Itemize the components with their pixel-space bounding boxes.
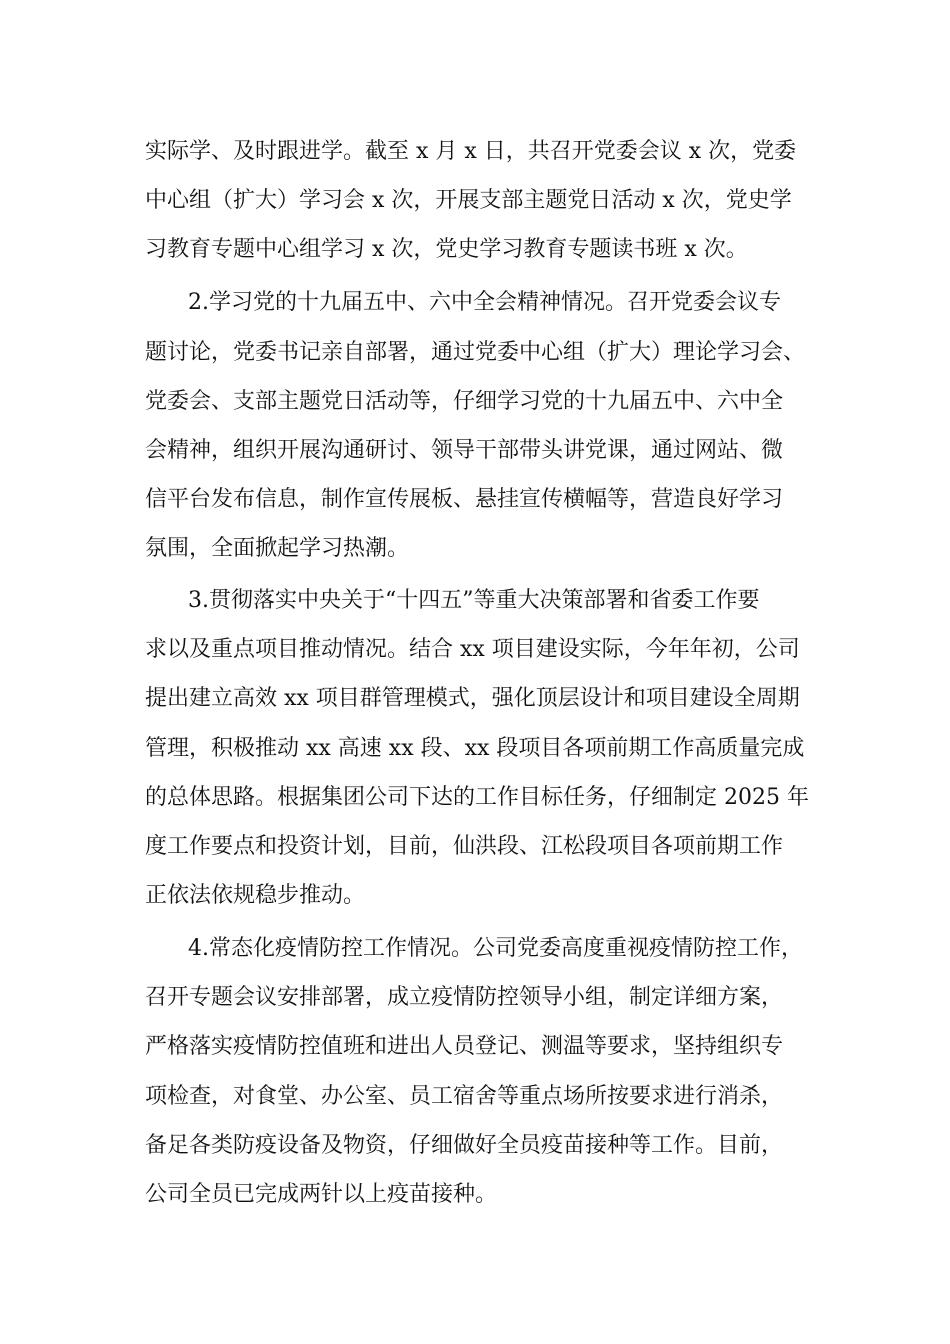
text-line: 中心组（扩大）学习会 x 次，开展支部主题党日活动 x 次，党史学 <box>145 188 792 213</box>
text-line: 召开专题会议安排部署，成立疫情防控领导小组，制定详细方案， <box>145 985 784 1010</box>
text-line: 提出建立高效 xx 项目群管理模式，强化顶层设计和项目建设全周期 <box>145 686 800 711</box>
text-line: 氛围，全面掀起学习热潮。 <box>145 536 410 561</box>
text-line: 信平台发布信息，制作宣传展板、悬挂宣传横幅等，营造良好学习 <box>145 487 784 512</box>
text-line: 4.常态化疫情防控工作情况。公司党委高度重视疫情防控工作， <box>188 936 803 961</box>
text-line: 题讨论，党委书记亲自部署，通过党委中心组（扩大）理论学习会、 <box>145 340 806 365</box>
text-line: 的总体思路。根据集团公司下达的工作目标任务，仔细制定 2025 年 <box>145 785 809 810</box>
text-line: 实际学、及时跟进学。截至 x 月 x 日，共召开党委会议 x 次，党委 <box>145 139 797 164</box>
text-line: 严格落实疫情防控值班和进出人员登记、测温等要求，坚持组织专 <box>145 1034 784 1059</box>
text-line: 度工作要点和投资计划，目前，仙洪段、江松段项目各项前期工作 <box>145 834 784 859</box>
text-line: 习教育专题中心组学习 x 次，党史学习教育专题读书班 x 次。 <box>145 237 748 262</box>
text-line: 项检查，对食堂、办公室、员工宿舍等重点场所按要求进行消杀， <box>145 1084 784 1109</box>
text-line: 备足各类防疫设备及物资，仔细做好全员疫苗接种等工作。目前， <box>145 1133 784 1158</box>
text-line: 公司全员已完成两针以上疫苗接种。 <box>145 1182 498 1207</box>
text-line: 求以及重点项目推动情况。结合 xx 项目建设实际，今年年初，公司 <box>145 637 800 662</box>
text-line: 3.贯彻落实中央关于“十四五”等重大决策部署和省委工作要 <box>188 588 760 613</box>
text-line: 会精神，组织开展沟通研讨、领导干部带头讲党课，通过网站、微 <box>145 438 784 463</box>
text-line: 党委会、支部主题党日活动等，仔细学习党的十九届五中、六中全 <box>145 389 784 414</box>
text-line: 正依法依规稳步推动。 <box>145 883 366 908</box>
text-line: 管理，积极推动 xx 高速 xx 段、xx 段项目各项前期工作高质量完成 <box>145 736 805 761</box>
text-line: 2.学习党的十九届五中、六中全会精神情况。召开党委会议专 <box>188 290 781 315</box>
